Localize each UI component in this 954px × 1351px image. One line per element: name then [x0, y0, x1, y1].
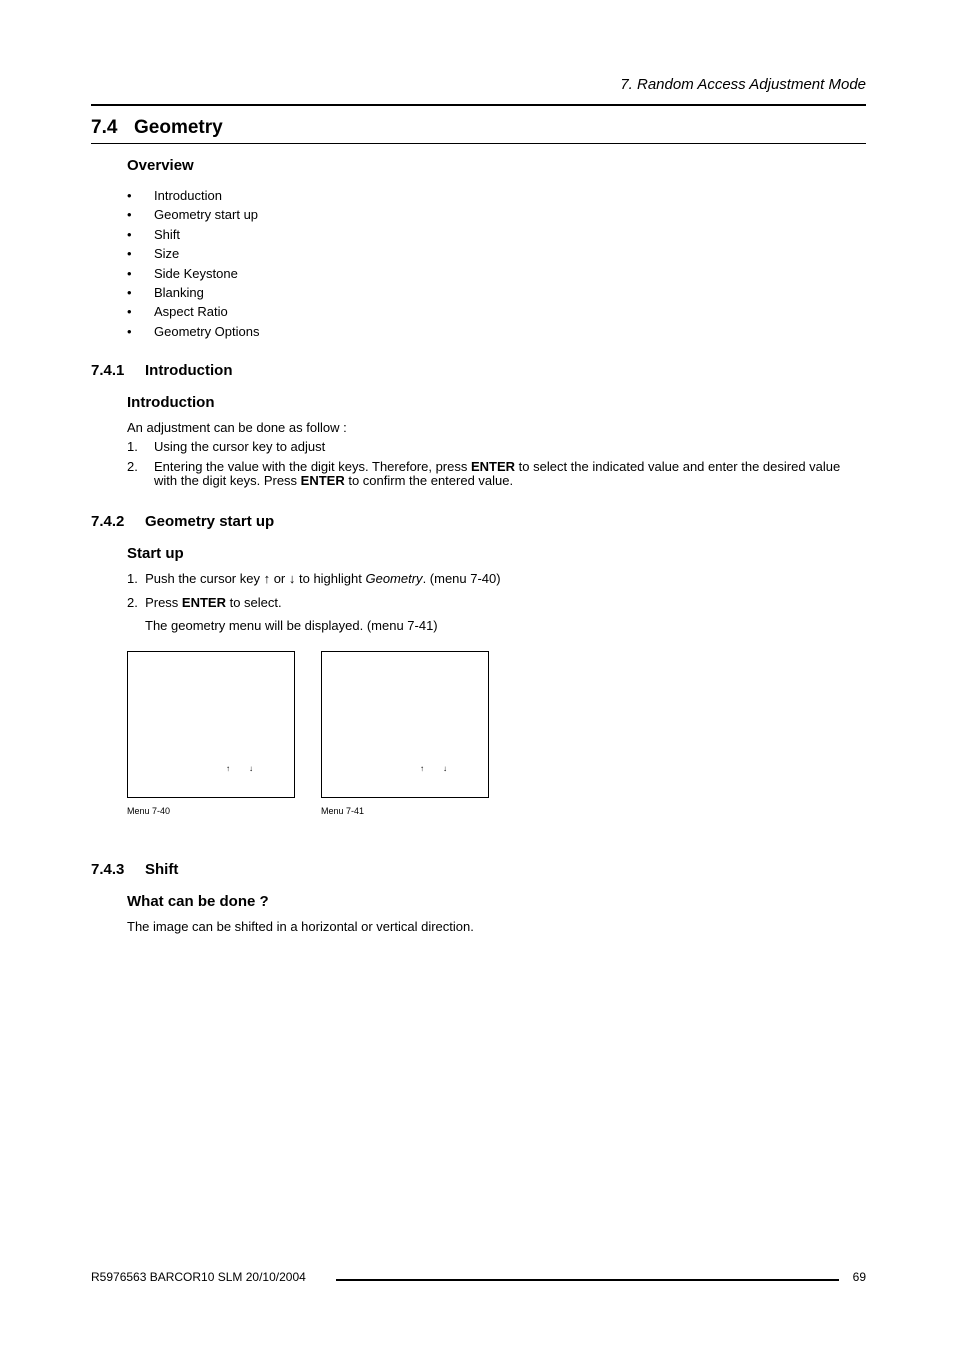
- section-title: Geometry: [134, 117, 223, 138]
- introduction-list: [127, 440, 866, 488]
- list-item: • Shift: [127, 226, 181, 242]
- introduction-text: An adjustment can be done as follow :: [127, 420, 347, 435]
- section-rule: [91, 143, 866, 144]
- shift-description: The image can be shifted in a horizontal or vertical direction.: [127, 919, 474, 934]
- down-arrow-icon: ↓: [443, 764, 447, 773]
- list-item: • Side Keystone: [127, 265, 238, 281]
- down-arrow-icon: ↓: [249, 764, 253, 773]
- menu-screenshot-7-40: [127, 651, 295, 798]
- list-item: • Size: [127, 246, 180, 262]
- running-header: 7. Random Access Adjustment Mode: [620, 76, 866, 93]
- subsection-heading-introduction: 7.4.1 Introduction: [91, 362, 233, 379]
- overview-list: [127, 186, 260, 341]
- header-rule: [91, 104, 866, 106]
- step-1: 1. Push the cursor key ↑ or ↓ to highlight Geometry. (menu 7-40): [127, 571, 501, 586]
- start-up-heading: Start up: [127, 545, 184, 562]
- subsection-heading-shift: 7.4.3 Shift: [91, 861, 179, 878]
- list-item: • Aspect Ratio: [127, 304, 228, 320]
- subsection-heading-geometry-start-up: 7.4.2 Geometry start up: [91, 513, 275, 530]
- list-item: • Blanking: [127, 284, 204, 300]
- footer-doc-info: R5976563 BARCOR10 SLM 20/10/2004: [91, 1270, 306, 1284]
- page-number: 69: [852, 1270, 866, 1284]
- overview-heading: Overview: [127, 157, 194, 174]
- list-item: • Geometry Options: [127, 323, 260, 339]
- footer-rule: [336, 1279, 839, 1281]
- list-item: 2. Entering the value with the digit keys. Therefore, press ENTER to select the indicated value and enter the desired value with the digit keys. Press ENTER to confirm the entered value.: [127, 459, 841, 488]
- list-item: 1. Using the cursor key to adjust: [127, 439, 326, 454]
- menu-caption: Menu 7-41: [321, 806, 365, 816]
- what-can-be-done-heading: What can be done ?: [127, 893, 269, 910]
- introduction-heading: Introduction: [127, 394, 215, 411]
- list-item: • Geometry start up: [127, 207, 259, 223]
- menu-caption: Menu 7-40: [127, 806, 171, 816]
- up-arrow-icon: ↑: [420, 764, 424, 773]
- menu-screenshot-7-41: [321, 651, 489, 798]
- section-heading: [91, 117, 223, 139]
- down-arrow-icon: ↓: [288, 571, 296, 586]
- up-arrow-icon: ↑: [263, 571, 271, 586]
- step-2-note: The geometry menu will be displayed. (menu 7-41): [145, 618, 438, 633]
- list-item: • Introduction: [127, 188, 222, 203]
- step-2: 2. Press ENTER to select.: [127, 595, 282, 610]
- section-number: 7.4: [91, 117, 118, 138]
- up-arrow-icon: ↑: [226, 764, 230, 773]
